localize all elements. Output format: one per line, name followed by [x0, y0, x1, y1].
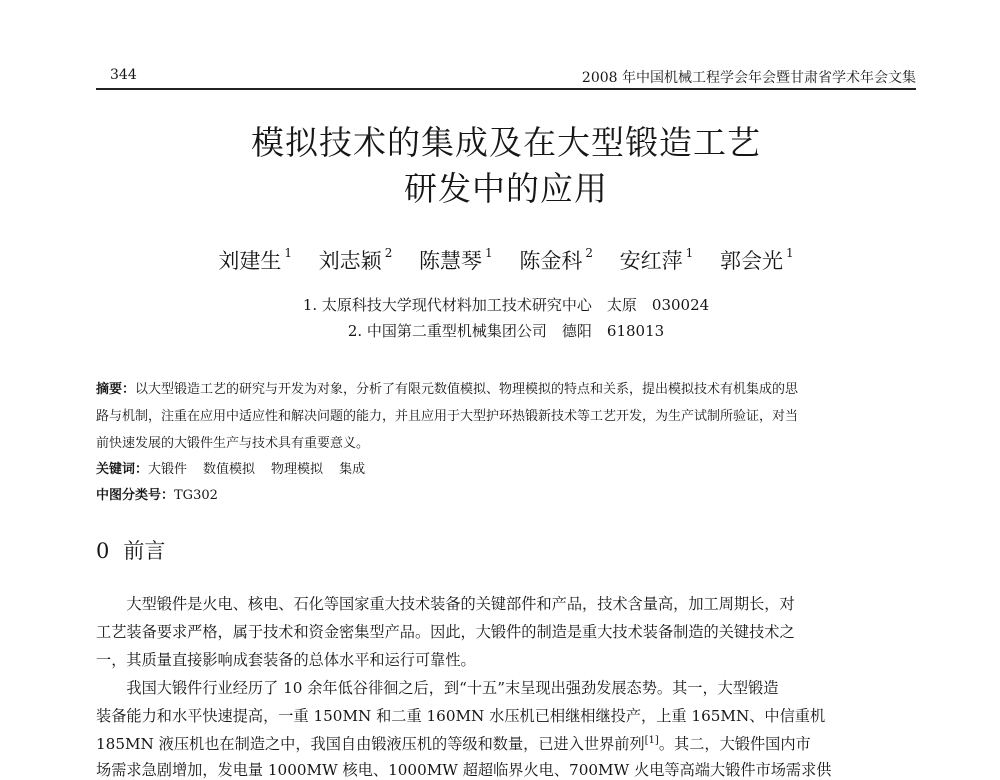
author-name: 郭会光 — [720, 249, 783, 273]
abstract-label: 摘要： — [96, 382, 136, 397]
author — [218, 245, 292, 275]
header-rule — [96, 88, 916, 90]
body-line — [96, 733, 916, 754]
section-title: 前言 — [123, 539, 166, 563]
body-line: 装备能力和水平快速提高，一重 150MN 和二重 160MN 水压机已相继相继投产，上重 165MN、中信重机 — [96, 707, 826, 725]
affiliation-1: 1. 太原科技大学现代材料加工技术研究中心 太原 030024 — [302, 296, 710, 314]
body-line: 一，其质量直接影响成套装备的总体水平和运行可靠性。 — [96, 651, 476, 669]
abstract-line-3: 前快速发展的大锻件生产与技术具有重要意义。 — [96, 436, 370, 451]
abstract-line-2: 路与机制，注重在应用中适应性和解决问题的能力，并且应用于大型护环热锻新技术等工艺开发，为生产试制所验证，对当 — [96, 409, 799, 424]
author-name: 刘志颖 — [318, 249, 382, 273]
author — [519, 245, 593, 275]
keyword: 大锻件 — [148, 462, 188, 477]
author-affiliation-mark: 1 — [685, 246, 694, 260]
running-header — [96, 64, 916, 86]
classification-value: TG302 — [174, 488, 218, 503]
author-name: 陈金科 — [519, 249, 583, 273]
author — [720, 245, 794, 275]
page-number: 344 — [110, 67, 137, 83]
body-text: 185MN 液压机也在制造之中，我国自由锻液压机的等级和数量，已进入世界前列 — [96, 735, 645, 753]
author-name: 安红萍 — [619, 249, 683, 273]
abstract-text: 以大型锻造工艺的研究与开发为对象，分析了有限元数值模拟、物理模拟的特点和关系，提出模拟技术有机集成的思 — [135, 382, 799, 397]
keywords-label: 关键词： — [96, 462, 149, 477]
body-text: 。其二，大锻件国内市 — [658, 735, 811, 753]
keyword: 物理模拟 — [271, 462, 324, 477]
affiliation-2: 2. 中国第二重型机械集团公司 德阳 618013 — [347, 322, 665, 340]
classification-label: 中图分类号： — [96, 488, 175, 503]
journal-title: 2008 年中国机械工程学会年会暨甘肃省学术年会文集 — [581, 70, 916, 86]
author-list — [96, 245, 916, 275]
citation-ref: [1] — [644, 734, 659, 746]
paper-title-line-1: 模拟技术的集成及在大型锻造工艺 — [251, 123, 761, 162]
author — [620, 245, 694, 275]
body-line: 我国大锻件行业经历了 10 余年低谷徘徊之后，到“十五”末呈现出强劲发展态势。其一，大型锻造 — [96, 679, 779, 697]
body-line: 大型锻件是火电、核电、石化等国家重大技术装备的关键部件和产品，技术含量高，加工周期长，对 — [96, 595, 795, 613]
body-line: 工艺装备要求严格，属于技术和资金密集型产品。因此，大锻件的制造是重大技术装备制造的关键技术之 — [96, 623, 795, 641]
paper-title-line-2: 研发中的应用 — [404, 169, 608, 208]
classification-number — [96, 484, 916, 503]
author — [319, 245, 393, 275]
keywords — [96, 458, 916, 477]
section-heading — [96, 535, 165, 565]
author-name: 陈慧琴 — [419, 249, 483, 273]
body-line-cut: 场需求急剧增加，发电量 1000MW 核电、1000MW 超超临界火电、700MW 火电等高端大锻件市场需求供 — [96, 761, 832, 779]
author-affiliation-mark: 1 — [284, 246, 292, 260]
author-affiliation-mark: 1 — [485, 246, 493, 260]
author — [419, 245, 493, 275]
author-affiliation-mark: 2 — [585, 246, 593, 260]
keyword: 数值模拟 — [203, 462, 256, 477]
abstract-line-1 — [96, 378, 916, 397]
author-affiliation-mark: 2 — [384, 246, 393, 260]
author-affiliation-mark: 1 — [786, 246, 794, 260]
author-name: 刘建生 — [218, 249, 282, 273]
section-number: 0 — [96, 539, 110, 563]
keyword: 集成 — [339, 462, 366, 477]
